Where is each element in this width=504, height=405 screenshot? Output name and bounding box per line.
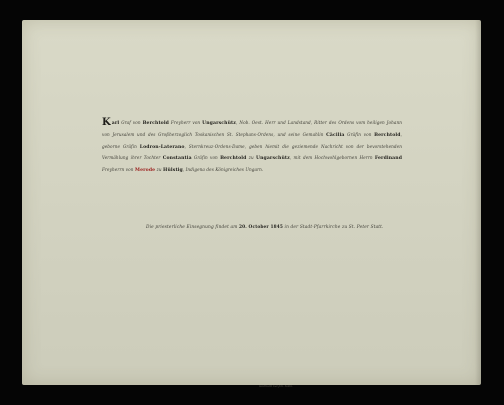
place-name-huelstig: Hülstig [163,168,183,174]
text-segment: , mit dem Hochwohlgebornen Herrn [289,155,375,161]
text-segment: , Indigena des Königreiches Ungarn. [182,167,264,173]
family-name-berchtold: Berchtold [374,132,401,138]
printer-imprint: Gedruckt bei Joh. Sohn. [259,384,293,388]
text-segment: Gräfin von [191,155,221,161]
announcement-text [102,118,402,177]
announcement-paragraph [102,118,402,177]
family-name-berchtold: Berchtold [220,156,247,162]
ceremony-text: Die priesterliche Einsegnung findet am [146,225,239,230]
family-name-lodron-laterano: Lodron-Laterano [139,144,185,150]
text-segment: Graf von [119,120,143,125]
text-segment: zu [155,167,164,173]
bride-name-constantia: Constantia [162,156,192,162]
ceremony-date: 20. October 1845 [238,225,284,230]
text-segment: Freyherrn von [102,167,135,173]
text-segment: zu [246,155,256,161]
ceremony-line [146,225,406,230]
place-name-ungarschuetz: Ungarschütz [202,121,236,126]
groom-name-ferdinand: Ferdinand [374,156,402,162]
family-name-merode: Merode [134,168,156,174]
paper-sheet [22,20,481,388]
family-name-berchtold: Berchtold [142,121,169,126]
first-name-karl: arl [111,121,120,126]
drop-cap-initial: K [102,117,111,128]
ceremony-text: in der Stadt-Pfarrkirche zu St. Peter Statt. [283,225,384,230]
text-segment: , geborne Gräfin [102,131,402,149]
place-name-ungarschuetz: Ungarschütz [256,156,290,162]
paper-edge-shadow [475,20,481,385]
text-segment: Freyherr von [168,120,203,125]
text-segment: , Sternkreuz-Ordens-Dame, geben hiemit die geziemende Nachricht von der bevorstehenden Vermählung ihrer Tochter [102,143,402,161]
text-segment: , Nob. Oest. Herr und Landstand, Ritter des Ordens vom heiligen Johann von Jerusalem und des Großherzoglich Toskanischen St. Stephans-Ordens, und seine Gemahlin [102,120,402,137]
mother-name-caecilia: Cäcilia [326,132,345,138]
text-segment: Gräfin von [344,131,375,137]
